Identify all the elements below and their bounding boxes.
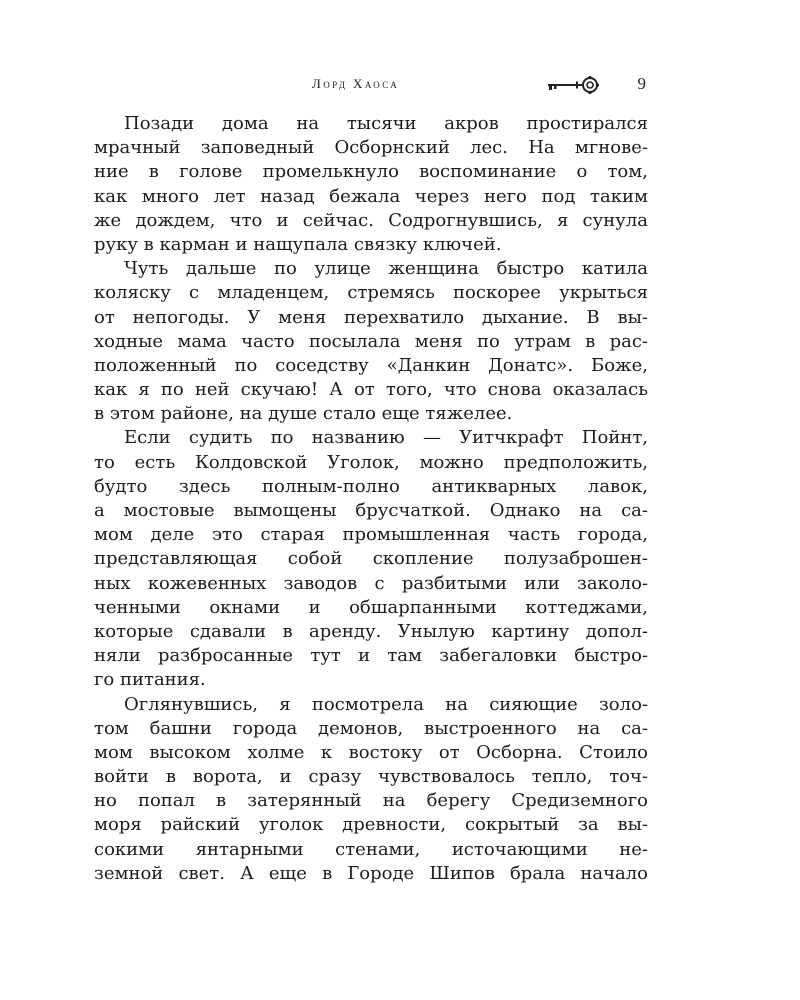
text-line: же дождем, что и сейчас. Содрогнувшись, я сунула bbox=[94, 209, 648, 231]
running-title: Лорд Хаоса bbox=[312, 76, 400, 91]
text-line: мом высоком холме к востоку от Осборна. Стоило bbox=[94, 741, 648, 763]
page-number: 9 bbox=[637, 74, 646, 93]
text-line: мрачный заповедный Осборнский лес. На мгнове- bbox=[94, 137, 648, 159]
text-line: которые сдавали в аренду. Унылую картину допол- bbox=[94, 620, 648, 642]
body-text bbox=[94, 112, 648, 886]
key-ornament-icon bbox=[546, 74, 600, 96]
text-line: но попал в затерянный на берегу Средиземного bbox=[94, 790, 648, 812]
text-line: Чуть дальше по улице женщина быстро катила bbox=[124, 258, 648, 280]
text-line: руку в карман и нащупала связку ключей. bbox=[94, 233, 502, 255]
text-line: том башни города демонов, выстроенного на са- bbox=[94, 717, 648, 739]
text-line: будто здесь полным-полно антикварных лавок, bbox=[94, 475, 648, 497]
text-line: положенный по соседству «Данкин Донатс». Боже, bbox=[94, 354, 648, 376]
text-line: как я по ней скучаю! А от того, что снова оказалась bbox=[94, 379, 648, 401]
text-line: ных кожевенных заводов с разбитыми или заколо- bbox=[94, 572, 648, 594]
text-line: коляску с младенцем, стремясь поскорее укрыться bbox=[94, 282, 648, 304]
text-line: моря райский уголок древности, сокрытый за вы- bbox=[94, 814, 648, 836]
text-line: как много лет назад бежала через него под таким bbox=[94, 185, 648, 207]
text-line: от непогоды. У меня перехватило дыхание. В вы- bbox=[94, 306, 648, 328]
text-line: ходные мама часто посылала меня по утрам в рас- bbox=[94, 330, 648, 352]
text-line: земной свет. А еще в Городе Шипов брала начало bbox=[94, 862, 648, 884]
text-line: ние в голове промелькнуло воспоминание о том, bbox=[94, 161, 648, 183]
running-head bbox=[94, 74, 650, 98]
text-line: Оглянувшись, я посмотрела на сияющие золо- bbox=[124, 693, 648, 715]
text-line: мом деле это старая промышленная часть города, bbox=[94, 524, 648, 546]
text-line: сокими янтарными стенами, источающими не- bbox=[94, 838, 648, 860]
text-line: в этом районе, на душе стало еще тяжелее. bbox=[94, 403, 513, 425]
text-line: войти в ворота, и сразу чувствовалось тепло, точ- bbox=[94, 766, 648, 788]
text-line: представляющая собой скопление полузаброшен- bbox=[94, 548, 648, 570]
text-line: ченными окнами и обшарпанными коттеджами, bbox=[94, 596, 648, 618]
text-line: а мостовые вымощены брусчаткой. Однако на са- bbox=[94, 500, 648, 521]
text-line: Если судить по названию — Уитчкрафт Пойнт, bbox=[124, 427, 648, 449]
text-line: то есть Колдовской Уголок, можно предположить, bbox=[94, 451, 648, 473]
text-line: Позади дома на тысячи акров простирался bbox=[124, 113, 648, 134]
text-line: няли разбросанные тут и там забегаловки быстро- bbox=[94, 645, 648, 667]
text-line: го питания. bbox=[94, 669, 206, 691]
